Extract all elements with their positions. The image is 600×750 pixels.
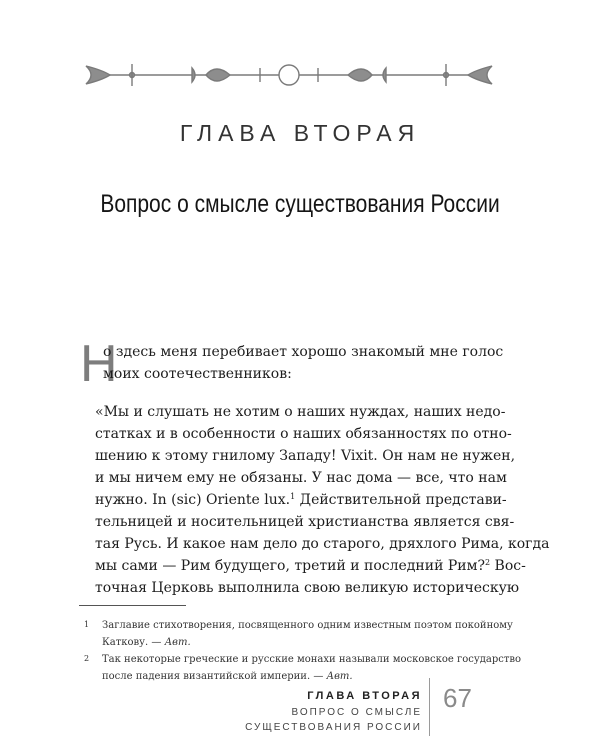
footnote-number: 2 — [84, 654, 90, 663]
footnote-line: Заглавие стихотворения, посвященного одним известным поэтом покойному — [102, 620, 513, 631]
chapter-label: ГЛАВА ВТОРАЯ — [179, 120, 421, 146]
footer-divider — [429, 678, 430, 736]
body-line: мы сами — Рим будущего, третий и последний Рим?$^2$ Вос- — [95, 558, 526, 574]
body-line: статках и в особенности о наших обязанностях по отно- — [95, 426, 512, 442]
footnote-author: Авт. — [164, 637, 191, 648]
footnote-line: Так некоторые греческие и русские монахи называли московское государство — [102, 654, 522, 665]
body-line: шению к этому гнилому Западу! Vixit. Он нам не нужен, — [95, 448, 516, 464]
body-line: тельницей и носительницей христианства является свя- — [95, 514, 515, 530]
footnote-rule — [79, 605, 186, 606]
ornamental-divider-icon — [84, 58, 494, 92]
footnote-ref[interactable]: 2 — [485, 558, 491, 567]
body-line: тая Русь. И какое нам дело до старого, дряхлого Рима, когда — [95, 536, 550, 552]
page-number: 67 — [443, 683, 472, 713]
body-line: «Мы и слушать не хотим о наших нуждах, наших недо- — [95, 404, 506, 420]
body-line: и мы ничем ему не обязаны. У нас дома — все, что нам — [95, 470, 507, 486]
footnote-line: Каткову. — Авт. — [102, 637, 191, 648]
footnote-ref[interactable]: 1 — [290, 492, 296, 501]
running-header-chapter: ГЛАВА ВТОРАЯ — [307, 690, 422, 702]
body-line: моих соотечественников: — [103, 366, 292, 382]
body-line: о здесь меня перебивает хорошо знакомый мне голос — [103, 344, 504, 360]
footnote-number: 1 — [84, 620, 90, 629]
chapter-title: Вопрос о смысле существования России — [100, 190, 500, 218]
body-line: точная Церковь выполнила свою великую историческую — [95, 580, 520, 596]
footnote-author: Авт. — [326, 671, 353, 682]
running-header-subtitle: ВОПРОС О СМЫСЛЕ — [291, 707, 422, 718]
body-line: нужно. In (sic) Oriente lux.$^1$ Действительной представи- — [95, 492, 507, 508]
footnote-line: после падения византийской империи. — Авт. — [102, 671, 353, 682]
running-header-subtitle: СУЩЕСТВОВАНИЯ РОССИИ — [245, 722, 422, 733]
drop-cap: Н — [80, 335, 118, 393]
